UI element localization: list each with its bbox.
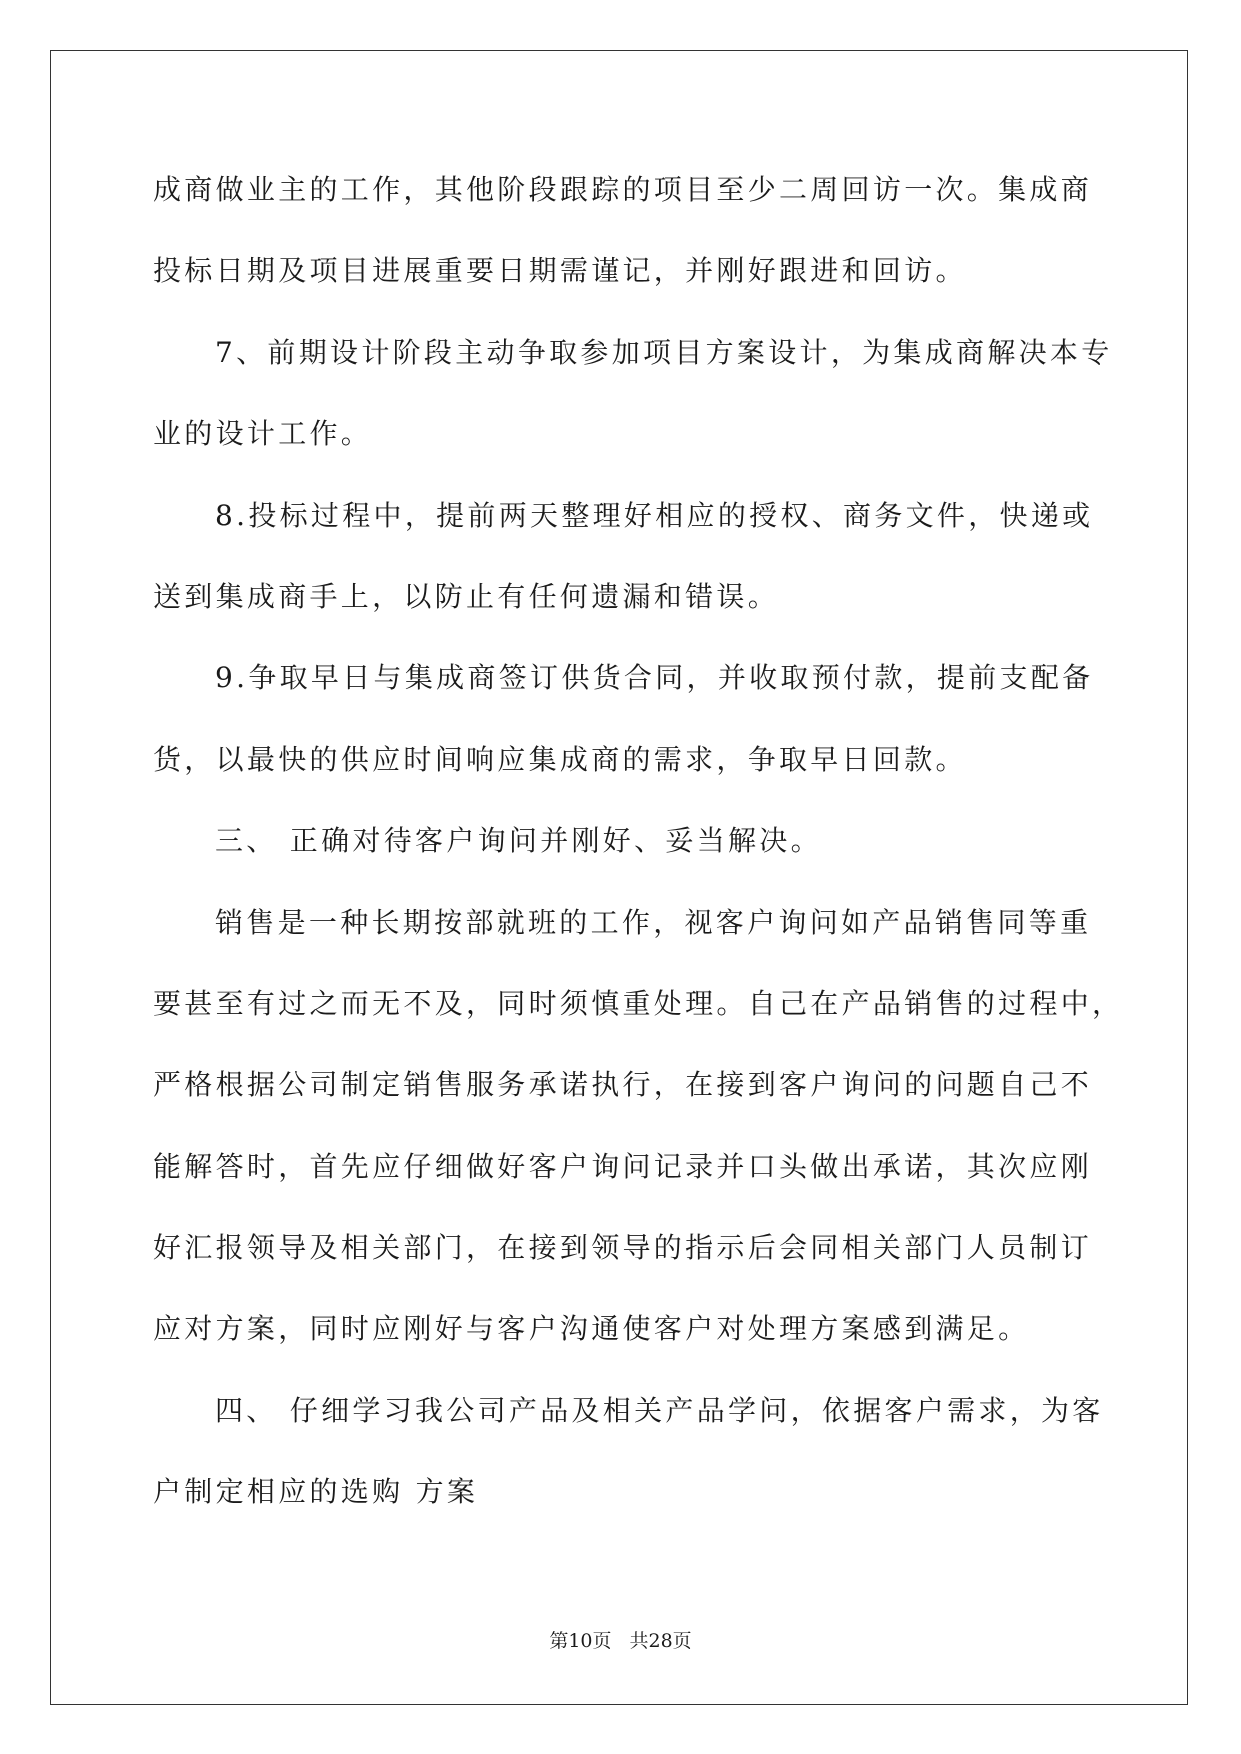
- page-footer: [0, 1626, 1241, 1656]
- text-line: 9.争取早日与集成商签订供货合同，并收取预付款，提前支配备: [215, 661, 1094, 695]
- page-number: 第10页: [549, 1630, 612, 1652]
- text-line: 货，以最快的供应时间响应集成商的需求，争取早日回款。: [153, 742, 967, 776]
- text-line: 8.投标过程中，提前两天整理好相应的授权、商务文件，快递或: [215, 498, 1094, 532]
- section-heading-3: [153, 800, 1153, 881]
- text-line: 户制定相应的选购 方案: [153, 1475, 479, 1509]
- text-line: 投标日期及项目进展重要日期需谨记，并刚好跟进和回访。: [153, 254, 967, 288]
- paragraph-item-7: [153, 312, 1153, 475]
- section-heading: 四、 仔细学习我公司产品及相关产品学问，依据客户需求，为客: [215, 1393, 1104, 1427]
- text-line: 销售是一种长期按部就班的工作，视客户询问如产品销售同等重: [215, 905, 1092, 939]
- document-body: [153, 149, 1153, 1533]
- paragraph-item-9: [153, 637, 1153, 800]
- paragraph-item-8: [153, 475, 1153, 638]
- text-line: 好汇报领导及相关部门，在接到领导的指示后会同相关部门人员制订: [153, 1231, 1093, 1265]
- text-line: 成商做业主的工作，其他阶段跟踪的项目至少二周回访一次。集成商: [153, 173, 1093, 206]
- text-line: 严格根据公司制定销售服务承诺执行，在接到客户询问的问题自己不: [153, 1068, 1093, 1102]
- section-heading-4: [153, 1370, 1153, 1533]
- page-total: 共28页: [629, 1630, 692, 1652]
- text-line: 7、前期设计阶段主动争取参加项目方案设计，为集成商解决本专: [215, 335, 1113, 369]
- text-line: 要甚至有过之而无不及，同时须慎重处理。自己在产品销售的过程中，: [153, 986, 1124, 1020]
- text-line: 能解答时，首先应仔细做好客户询问记录并口头做出承诺，其次应刚: [153, 1149, 1093, 1183]
- section-heading: 三、 正确对待客户询问并刚好、妥当解决。: [215, 824, 822, 858]
- paragraph-continuation: [153, 149, 1153, 312]
- text-line: 送到集成商手上，以防止有任何遗漏和错误。: [153, 579, 780, 613]
- text-line: 应对方案，同时应刚好与客户沟通使客户对处理方案感到满足。: [153, 1312, 1030, 1346]
- paragraph-sales-service: [153, 882, 1153, 1370]
- text-line: 业的设计工作。: [153, 417, 373, 451]
